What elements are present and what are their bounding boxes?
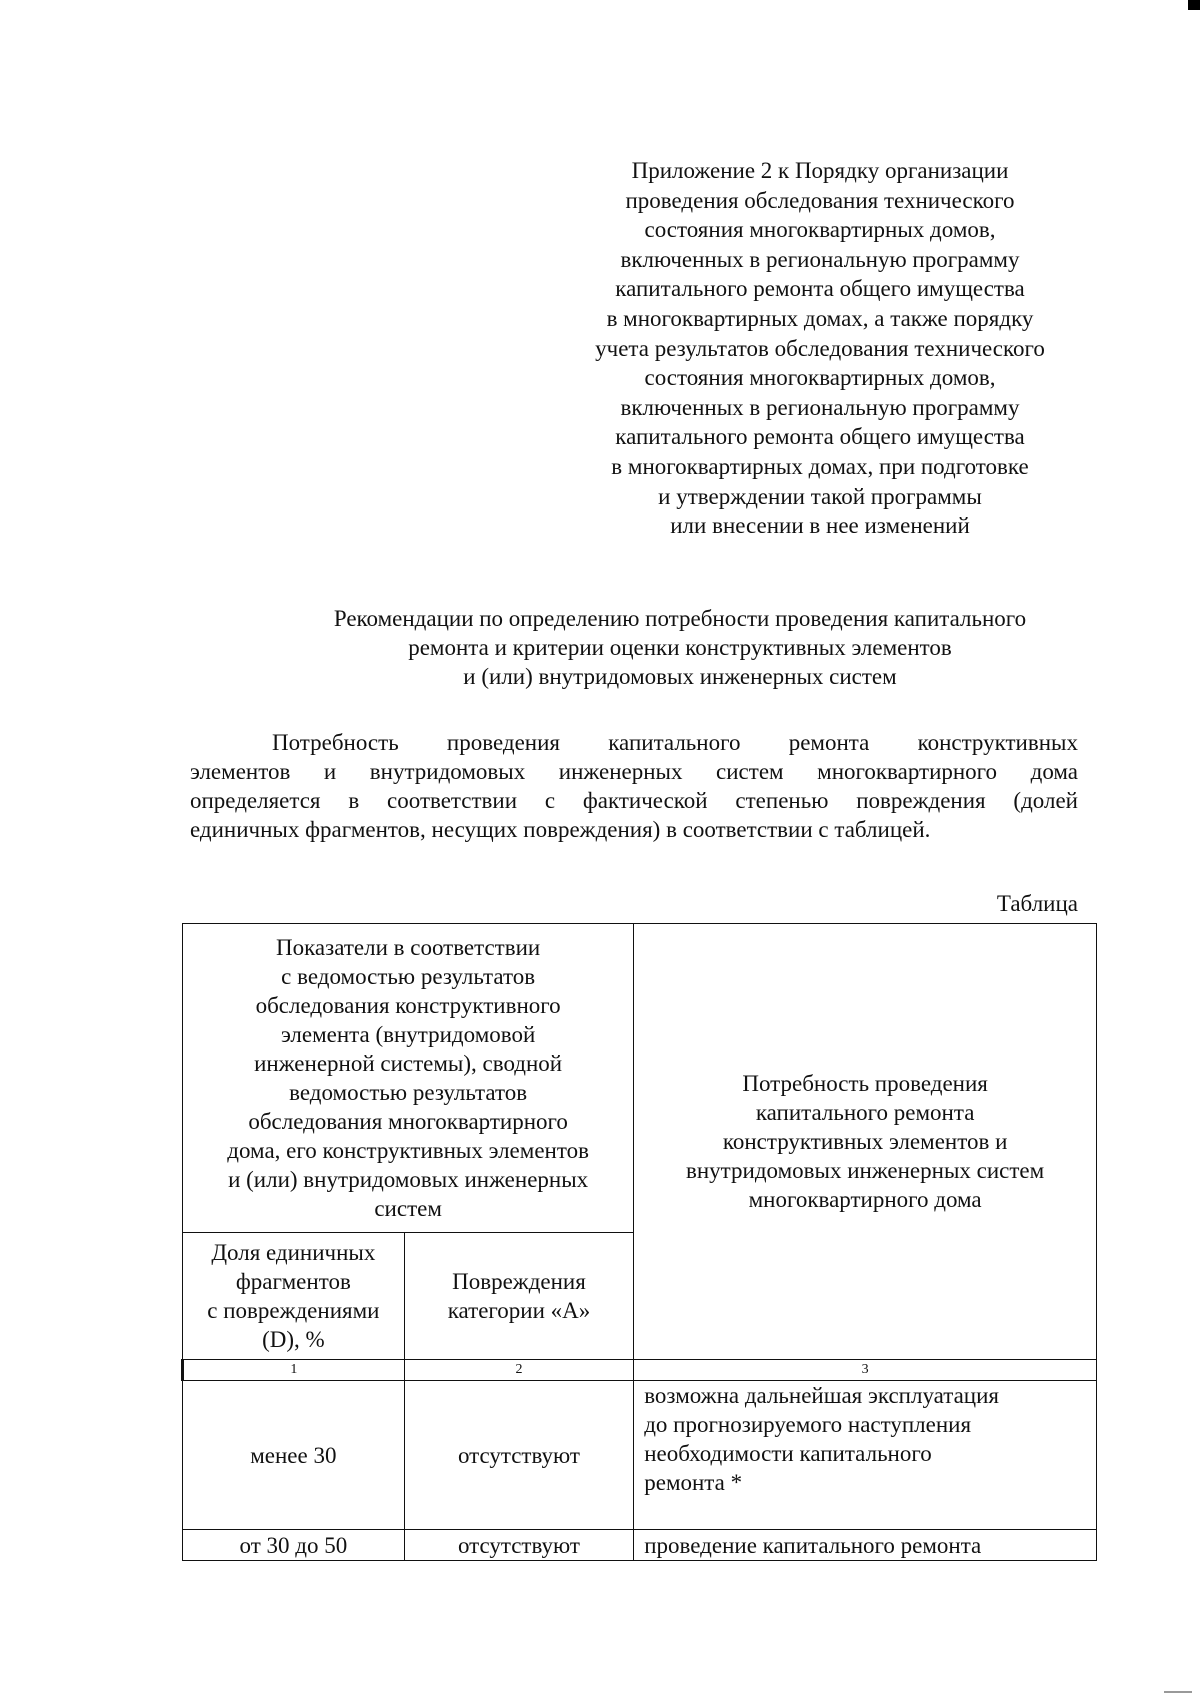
appendix-line: в многоквартирных домах, при подготовке — [611, 453, 1029, 479]
appendix-line: Приложение 2 к Порядку организации — [631, 158, 1009, 183]
need-line: ремонта * — [644, 1470, 743, 1495]
scan-bottom-mark — [1164, 1691, 1192, 1693]
header-line: капитального ремонта — [755, 1100, 975, 1125]
header-line: категории «А» — [447, 1298, 591, 1323]
title-line: Рекомендации по определению потребности проведения капитального — [333, 606, 1027, 631]
need-line: необходимости капитального — [644, 1441, 932, 1466]
recommendations-title — [230, 604, 1130, 691]
header-line: и (или) внутридомовых инженерных — [228, 1167, 589, 1192]
need-line: до прогнозируемого наступления — [644, 1412, 972, 1437]
table-row — [183, 1530, 1097, 1561]
header-line: (D), % — [262, 1327, 325, 1352]
appendix-line: включенных в региональную программу — [620, 246, 1020, 272]
body-paragraph — [190, 728, 1078, 844]
appendix-line: состояния многоквартирных домов, — [644, 217, 996, 243]
header-line: дома, его конструктивных элементов — [227, 1138, 589, 1163]
header-share — [183, 1233, 405, 1360]
appendix-line: состояния многоквартирных домов, — [644, 365, 996, 391]
header-line: внутридомовых инженерных систем — [686, 1158, 1045, 1183]
header-line: инженерной системы), сводной — [254, 1051, 563, 1076]
table-caption: Таблица — [996, 891, 1078, 916]
column-number-row — [183, 1360, 1097, 1381]
appendix-line: и утверждении такой программы — [658, 483, 982, 509]
need-line: проведение капитального ремонта — [644, 1532, 982, 1558]
appendix-line: капитального ремонта общего имущества — [615, 424, 1025, 450]
header-line: обследования многоквартирного — [248, 1109, 568, 1134]
scan-corner-mark — [1188, 0, 1200, 10]
header-line: Доля единичных — [211, 1240, 376, 1265]
paragraph-line: Потребность проведения капитального ремонта конструктивных — [272, 730, 1078, 755]
header-line: элемента (внутридомовой — [280, 1022, 536, 1047]
share-cell: менее 30 — [183, 1381, 405, 1530]
appendix-line: в многоквартирных домах, а также порядку — [606, 305, 1034, 331]
header-line: многоквартирного дома — [748, 1187, 982, 1212]
paragraph-line: единичных фрагментов, несущих повреждения) в соответствии с таблицей. — [190, 817, 931, 842]
paragraph-line: элементов и внутридомовых инженерных систем многоквартирного дома — [190, 759, 1078, 784]
damage-cell: отсутствуют — [404, 1381, 634, 1530]
appendix-line: включенных в региональную программу — [620, 394, 1020, 420]
need-cell — [634, 1530, 1097, 1561]
column-number: 1 — [183, 1360, 405, 1381]
appendix-reference — [540, 156, 1100, 541]
criteria-table — [181, 923, 1097, 1561]
header-line: фрагментов — [235, 1269, 351, 1294]
title-line: и (или) внутридомовых инженерных систем — [463, 664, 897, 689]
appendix-line: учета результатов обследования технического — [595, 335, 1045, 361]
header-line: с ведомостью результатов — [281, 964, 536, 989]
table-row — [183, 1381, 1097, 1530]
header-line: Повреждения — [452, 1269, 586, 1294]
header-damage — [404, 1233, 634, 1360]
header-line: ведомостью результатов — [289, 1080, 528, 1105]
header-need — [634, 924, 1097, 1360]
header-line: систем — [374, 1196, 442, 1221]
paragraph-line: определяется в соответствии с фактической степенью повреждения (долей — [190, 788, 1078, 813]
appendix-line: капитального ремонта общего имущества — [615, 276, 1025, 302]
title-line: ремонта и критерии оценки конструктивных элементов — [408, 635, 952, 660]
header-indicators — [183, 924, 634, 1233]
need-cell — [634, 1381, 1097, 1530]
need-line: возможна дальнейшая эксплуатация — [644, 1383, 1000, 1408]
header-line: конструктивных элементов и — [722, 1129, 1008, 1154]
header-line: с повреждениями — [207, 1298, 380, 1323]
header-line: Показатели в соответствии — [276, 935, 541, 960]
damage-cell: отсутствуют — [404, 1530, 634, 1561]
header-line: обследования конструктивного — [255, 993, 561, 1018]
column-number: 2 — [404, 1360, 634, 1381]
column-number: 3 — [634, 1360, 1097, 1381]
appendix-line: проведения обследования технического — [625, 187, 1015, 213]
appendix-line: или внесении в нее изменений — [670, 513, 970, 539]
share-cell: от 30 до 50 — [183, 1530, 405, 1561]
header-line: Потребность проведения — [742, 1071, 988, 1096]
